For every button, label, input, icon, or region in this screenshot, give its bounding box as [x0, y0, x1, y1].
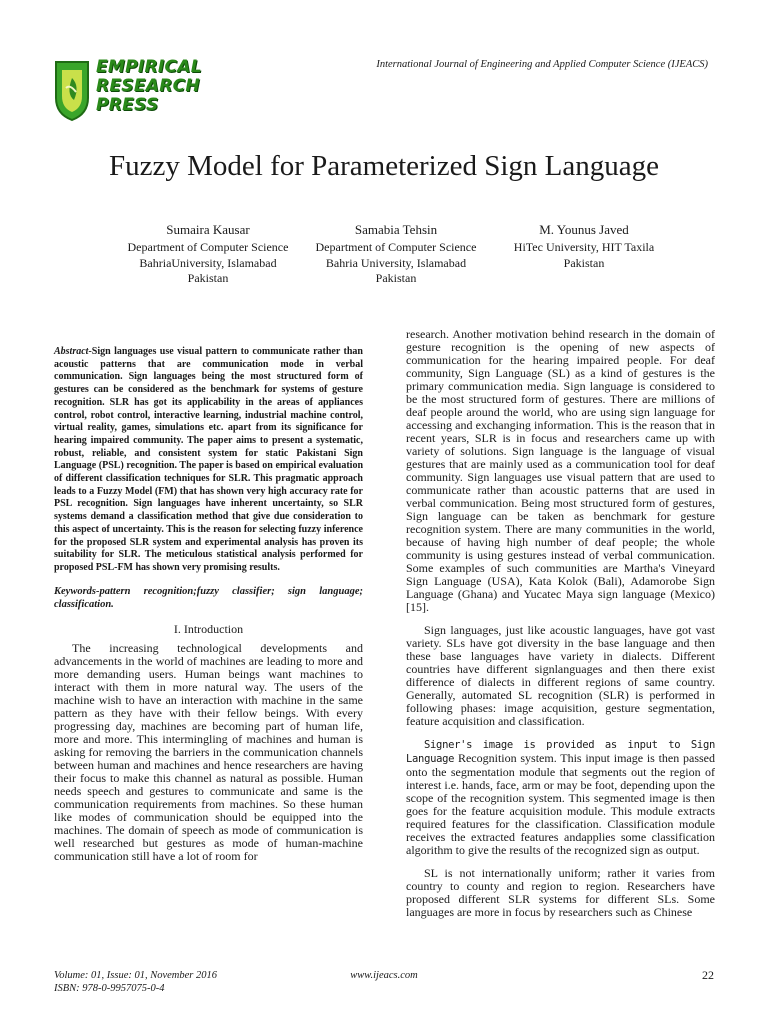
author-1 [108, 222, 308, 287]
author-3 [484, 222, 684, 271]
section-heading: I. Introduction [173, 621, 244, 636]
journal-name: International Journal of Engineering and Applied Computer Science (IJEACS) [376, 59, 708, 70]
logo-wordmark [96, 58, 202, 115]
author-2 [296, 222, 496, 287]
author-affiliation: BahriaUniversity, Islamabad [139, 255, 277, 270]
paper-title: Fuzzy Model for Parameterized Sign Language [108, 150, 659, 182]
intro-paragraph: The increasing technological developments and advancements in the world of machines are leading to more and more demanding users. Human beings want machines to interact with them in more natural way. The users of the machine wish to have an interaction with machine in the same pattern as they have with their fellow beings. With every progressing day, machines are becoming part of human life, more and more. This intermingling of machines and human is asking for removing the barriers in the communication channels between human and machines and hence researchers are having their focus to make this channel as natural as possible. Human needs speech and gestures to communicate and same is the communication requirements from machines. So these human like modes of communication should be equipped into the machines. The domain of speech as mode of communication is well researched but gestures as mode of human-machine communication still have a lot of room for [54, 640, 363, 863]
author-name: Sumaira Kausar [166, 222, 250, 237]
footer-website[interactable]: www.ijeacs.com [350, 970, 418, 981]
left-column [54, 346, 363, 863]
paragraph-lead: Signer's image is provided as input to Sign Language [406, 739, 715, 765]
leaf-badge-icon [52, 58, 92, 122]
author-country: Pakistan [187, 271, 229, 286]
keywords: Keywords-pattern recognition;fuzzy classifier; sign language; classification. [54, 585, 363, 610]
author-country: Pakistan [375, 271, 417, 286]
paragraph [406, 738, 715, 857]
author-country: Pakistan [563, 255, 605, 270]
abstract-lead: Abstract- [54, 346, 92, 357]
page-number: 22 [702, 968, 714, 982]
paragraph: research. Another motivation behind research in the domain of gesture recognition is the opening of new aspects of communication for the hearing impaired people. For deaf community, Sign Language (SL) as a kind of gestures is the primary communication media. Sign language is considered to be the most structured form of gestures. There are millions of deaf people around the world, who are using sign language for accessing and exchanging information. This is the reason that in recent years, SLR is in focus and researchers came up with variety of solutions. Sign language is the language of visual gestures that are mainly used as a communication tool for deaf community. Sign languages use visual pattern that are used to communicate rather than acoustic patterns that are used in verbal communication. Being most structured form of gestures, Sign language can be taken as benchmark for gesture recognition system. There are many communities in the world, because of having high number of deaf people; the whole community is using gestures instead of verbal communication. Some examples of such communities are Martha's Vineyard Sign Language (USA), Kata Kolok (Bali), Adamorobe Sign Language (Ghana) and Yucatec Maya sign language (Mexico) [15]. [406, 327, 715, 614]
author-name: Samabia Tehsin [354, 222, 438, 237]
abstract [54, 346, 363, 575]
author-name: M. Younus Javed [539, 222, 629, 237]
paragraph: Sign languages, just like acoustic languages, have got vast variety. SLs have got diversity in the base language and then these base languages have variety in dialects. Different countries have different signlanguages and then there exist difference of dialects in different regions of same country. Generally, automated SL recognition (SLR) is performed in following phases: image acquisition, gesture segmentation, feature acquisition and classification. [406, 623, 715, 728]
logo-line-1: EMPIRICAL [96, 57, 202, 77]
footer-volume: Volume: 01, Issue: 01, November 2016 [54, 970, 218, 981]
logo-line-3: PRESS [96, 95, 159, 115]
author-affiliation: Department of Computer Science [127, 240, 289, 255]
paragraph-text: Recognition system. This input image is then passed onto the segmentation module that segments out the region of interest i.e. hands, face, arm or may be foot, depending upon the scope of the recognition system. This segmented image is then goes for the feature acquisition module. This module extracts required features for the classification. Classification module receives the extracted features andapplies some classification algorithm to give the results of the recognized sign as output. [406, 751, 715, 857]
footer-isbn: ISBN: 978-0-9957075-0-4 [54, 983, 165, 994]
paragraph: SL is not internationally uniform; rather it varies from country to county and region to region. Researchers have proposed different SLR systems for different SLs. Some languages are more in focus by researchers such as Chinese [406, 866, 715, 919]
logo-line-2: RESEARCH [96, 76, 200, 96]
publisher-logo [52, 58, 212, 122]
author-affiliation: HiTec University, HIT Taxila [513, 240, 655, 255]
author-affiliation: Bahria University, Islamabad [325, 255, 467, 270]
right-column [406, 328, 715, 919]
author-block [108, 222, 676, 288]
author-affiliation: Department of Computer Science [315, 240, 477, 255]
abstract-text: Sign languages use visual pattern to communicate rather than acoustic patterns that are communication mode in verbal communication. Sign languages being the most structured form of gestures can be considered as the benchmark for systems of gesture recognition. SLR has got its applicability in the areas of appliances control, robot control, interactive learning, industrial machine control, virtual reality, games, simulations etc. apart from its significance for hearing impaired community. The paper aims to present a systematic, robust, reliable, and consistent system for static Pakistani Sign Language (PSL) recognition. The paper is based on empirical evaluation of different classification techniques for SLR. This pragmatic approach leads to a Fuzzy Model (FM) that has shown very high accuracy rate for PSL recognition. Sign languages have inherent uncertainty, so SLR systems demand a classification method that give due consideration to this aspect of uncertainty. This is the reason for selecting fuzzy inference for the proposed SLR system and experimental analysis has proven its suitability for SLR. The meticulous statistical analysis performed for proposed PSL-FM has shown very promising results. [54, 346, 363, 573]
